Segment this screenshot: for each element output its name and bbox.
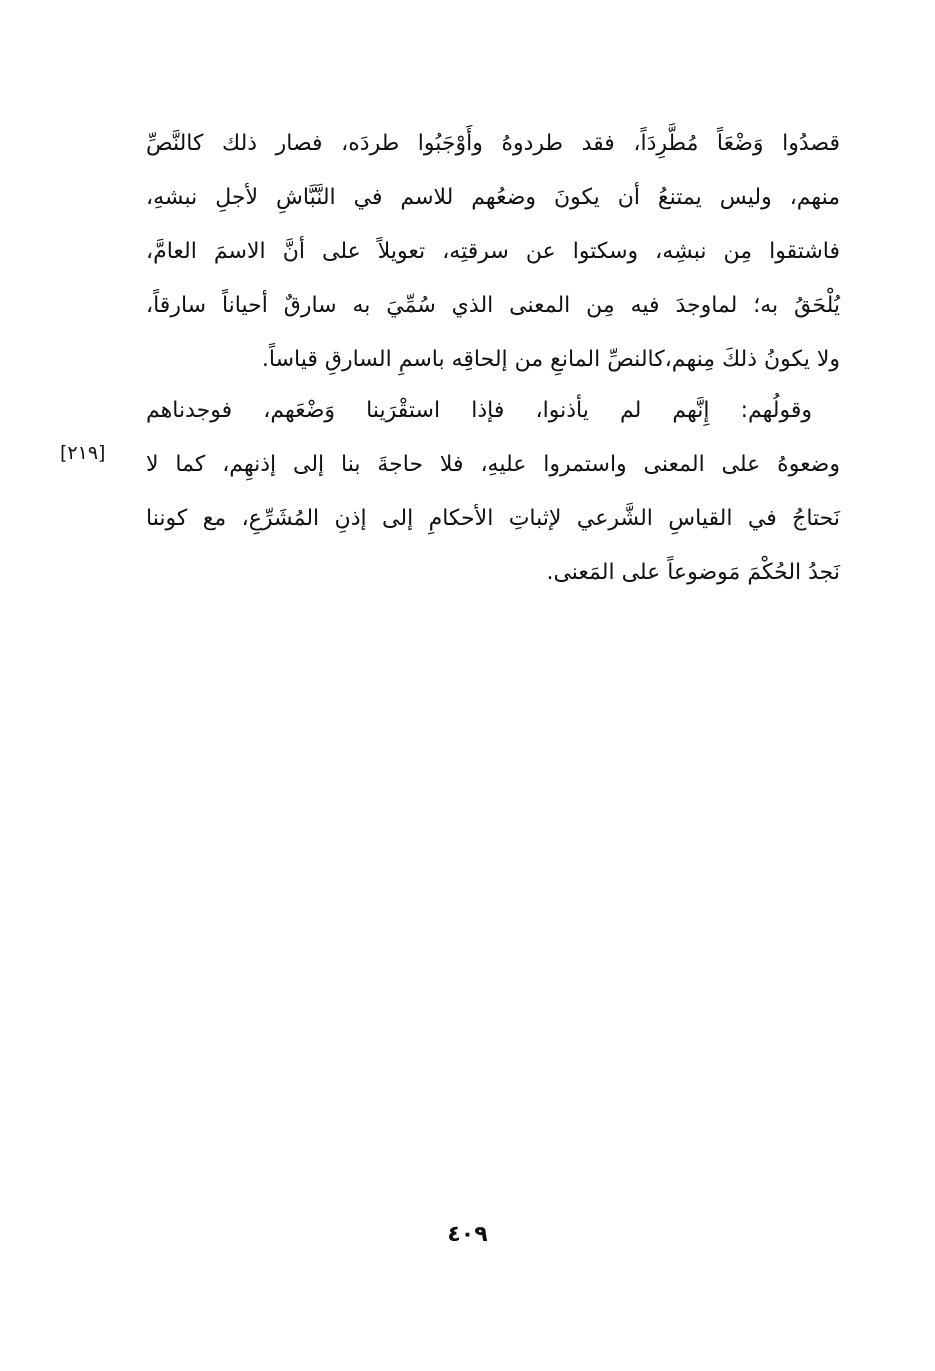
paragraph-2-line-2: وضعوهُ على المعنى واستمروا عليهِ، فلا حاجةَ بنا إلى إذنهِم، كما لا: [146, 452, 840, 477]
paragraph-1-line-2: منهم، وليس يمتنعُ أن يكونَ وضعُهم للاسم في النَّبَّاشِ لأجلِ نبشهِ،: [146, 185, 840, 210]
paragraph-1: [146, 117, 840, 387]
paragraph-2-line-1: وقولُهم: إِنَّهم لم يأذنوا، فإذا استقْرَينا وَضْعَهم، فوجدناهم: [146, 398, 812, 423]
paragraph-2: [146, 384, 840, 600]
paragraph-2-line-4: نَجدُ الحُكْمَ مَوضوعاً على المَعنى.: [546, 560, 840, 585]
paragraph-1-line-1: قصدُوا وَضْعَاً مُطَّرِدَاً، فقد طردوهُ وأَوْجَبُوا طردَه، فصار ذلك كالنَّصِّ: [146, 131, 840, 156]
margin-reference-number: [٢١٩]: [60, 442, 106, 464]
paragraph-1-line-4: يُلْحَقُ به؛ لماوجدَ فيه مِن المعنى الذي سُمِّيَ به سارقٌ أحياناً سارقاً،: [146, 293, 840, 318]
page-number: ٤٠٩: [447, 1222, 488, 1247]
paragraph-1-line-3: فاشتقوا مِن نبشِه، وسكتوا عن سرقتِه، تعويلاً على أنَّ الاسمَ العامَّ،: [146, 239, 840, 264]
paragraph-2-line-3: نَحتاجُ في القياسِ الشَّرعي لإثباتِ الأحكامِ إلى إذنِ المُشَرِّعِ، مع كوننا: [146, 506, 840, 531]
paragraph-1-line-5: ولا يكونُ ذلكَ مِنهم،كالنصِّ المانعِ من إلحاقِه باسمِ السارقِ قياساً.: [261, 347, 840, 372]
